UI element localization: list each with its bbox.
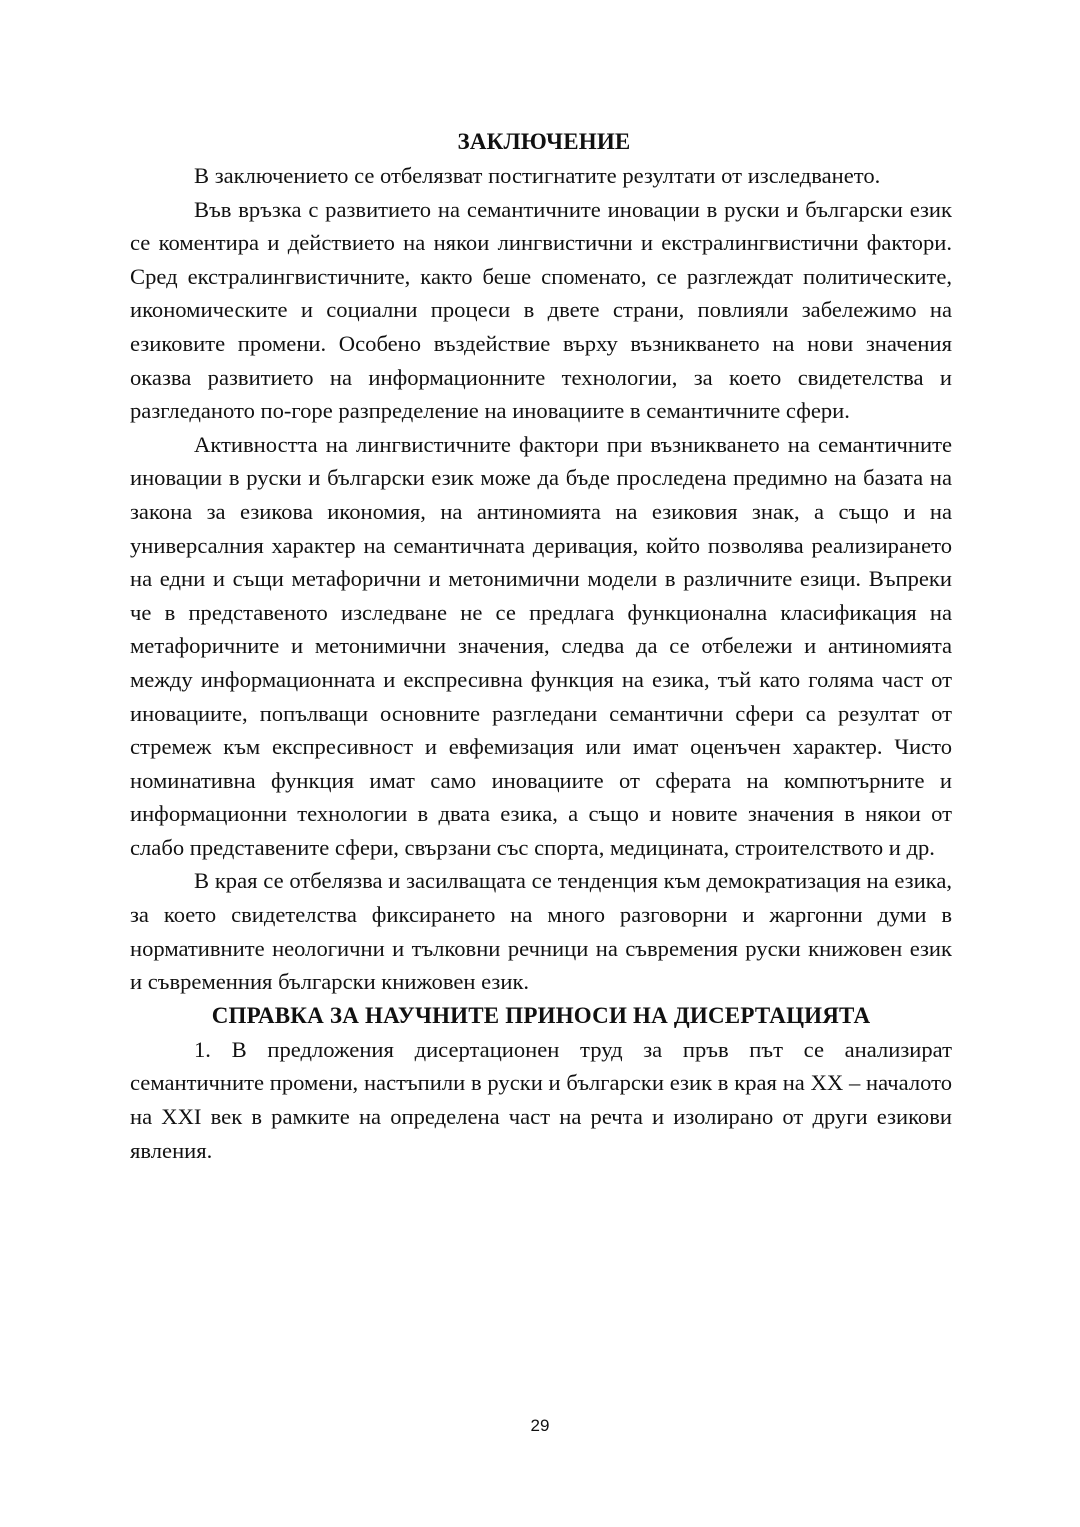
contributions-heading: СПРАВКА ЗА НАУЧНИТЕ ПРИНОСИ НА ДИСЕРТАЦИЯТА <box>211 1002 871 1028</box>
conclusion-paragraph: В края се отбелязва и засилващата се тенденция към демократизация на езика, за което свидетелства фиксирането на много разговорни и жаргонни думи в нормативните неологични и тълковни речници на съвремения руски книжовен език и съвременния български книжовен език. <box>130 868 952 995</box>
document-page <box>130 125 952 1167</box>
page-number: 29 <box>530 1416 550 1435</box>
contribution-item: 1. В предложения дисертационен труд за пръв път се анализират семантичните промени, настъпили в руски и български език в края на XX – началото на XXI век в рамките на определена част на речта и изолирано от други езикови явления. <box>130 1036 952 1163</box>
conclusion-paragraph: Активността на лингвистичните фактори при възникването на семантичните иновации в руски и български език може да бъде проследена предимно на базата на закона за езикова икономия, на антиномията на езиковия знак, а също и на универсалния характер на семантичната деривация, който позволява реализирането на едни и същи метафорични и метонимични модели в различните езици. Въпреки че в представеното изследване не се предлага функционална класификация на метафоричните и метонимични значения, следва да се отбележи и антиномията между информационната и експресивна функция на езика, тъй като голяма част от иновациите, попълващи основните разгледани семантични сфери са резултат от стремеж към експресивност и евфемизация или имат оценъчен характер. Чисто номинативна функция имат само иновациите от сферата на компютърните и информационни технологии в двата езика, а също и новите значения в някои от слабо представените сфери, свързани със спорта, медицината, строителството и др. <box>130 431 952 860</box>
conclusion-paragraph: В заключението се отбелязват постигнатите резултати от изследването. <box>194 163 881 188</box>
conclusion-heading: ЗАКЛЮЧЕНИЕ <box>457 129 631 154</box>
conclusion-paragraph: Във връзка с развитието на семантичните иновации в руски и български език се коментира и действието на някои лингвистични и екстралингвистични фактори. Сред екстралингвистичните, както беше споменато, се разглеждат политическите, икономическите и социални процеси в двете страни, повлияли забележимо на езиковите промени. Особено въздействие върху възникването на нови значения оказва развитието на информационните технологии, за което свидетелства и разгледаното по-горе разпределение на иновациите в семантичните сфери. <box>130 196 952 424</box>
